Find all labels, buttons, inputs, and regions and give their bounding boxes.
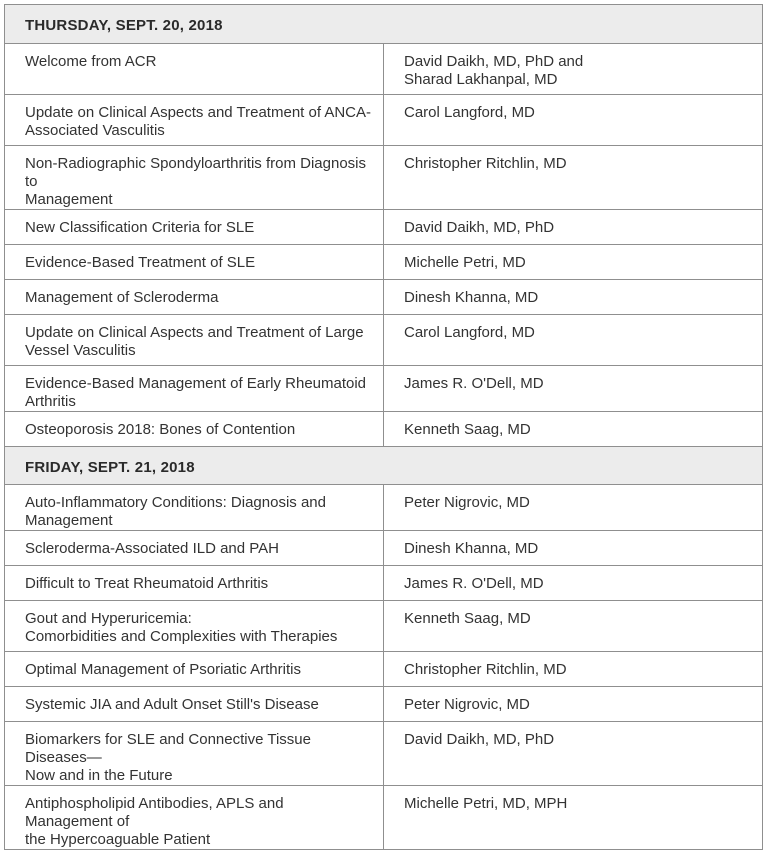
session-title bbox=[5, 366, 384, 412]
session-speaker-line: Sharad Lakhanpal, MD bbox=[404, 71, 558, 88]
session-title bbox=[5, 652, 384, 687]
day-heading: FRIDAY, SEPT. 21, 2018 bbox=[5, 447, 763, 485]
session-speaker-line: Carol Langford, MD bbox=[404, 104, 535, 121]
session-speaker-line: Michelle Petri, MD, MPH bbox=[404, 795, 568, 812]
session-title bbox=[5, 531, 384, 566]
session-speaker-line: Christopher Ritchlin, MD bbox=[404, 661, 567, 678]
session-title-line: Optimal Management of Psoriatic Arthritis bbox=[25, 661, 301, 678]
session-row bbox=[5, 210, 763, 245]
session-row bbox=[5, 601, 763, 652]
session-title bbox=[5, 210, 384, 245]
session-speaker-line: Peter Nigrovic, MD bbox=[404, 696, 530, 713]
session-title bbox=[5, 280, 384, 315]
session-title-line: Evidence-Based Treatment of SLE bbox=[25, 254, 256, 271]
session-title-line: Gout and Hyperuricemia: bbox=[25, 610, 192, 627]
session-title-line: Systemic JIA and Adult Onset Still's Disease bbox=[25, 696, 319, 713]
session-title-line: the Hypercoaguable Patient bbox=[25, 831, 211, 848]
session-speaker-line: Carol Langford, MD bbox=[404, 324, 535, 341]
session-speaker bbox=[384, 687, 763, 722]
session-row bbox=[5, 485, 763, 531]
session-title-line: Vessel Vasculitis bbox=[25, 342, 136, 359]
session-speaker-line: David Daikh, MD, PhD bbox=[404, 731, 555, 748]
session-title-line: Management bbox=[25, 191, 113, 208]
session-row bbox=[5, 786, 763, 850]
session-title-line: Update on Clinical Aspects and Treatment of ANCA- bbox=[25, 104, 372, 121]
session-speaker bbox=[384, 210, 763, 245]
session-speaker-line: Peter Nigrovic, MD bbox=[404, 494, 530, 511]
session-title-line: Update on Clinical Aspects and Treatment of Large bbox=[25, 324, 364, 341]
session-row bbox=[5, 146, 763, 210]
session-speaker-line: James R. O'Dell, MD bbox=[404, 375, 544, 392]
session-speaker-line: Dinesh Khanna, MD bbox=[404, 289, 539, 306]
session-speaker bbox=[384, 652, 763, 687]
session-title-line: New Classification Criteria for SLE bbox=[25, 219, 255, 236]
session-title bbox=[5, 245, 384, 280]
session-title bbox=[5, 786, 384, 850]
session-speaker-line: Kenneth Saag, MD bbox=[404, 610, 531, 627]
session-row bbox=[5, 44, 763, 95]
session-title-line: Non-Radiographic Spondyloarthritis from Diagnosis to bbox=[25, 155, 366, 190]
session-row bbox=[5, 366, 763, 412]
session-title bbox=[5, 315, 384, 366]
session-title-line: Now and in the Future bbox=[25, 767, 173, 784]
session-title-line: Scleroderma-Associated ILD and PAH bbox=[25, 540, 280, 557]
session-speaker bbox=[384, 146, 763, 210]
session-speaker bbox=[384, 566, 763, 601]
session-title bbox=[5, 566, 384, 601]
session-row bbox=[5, 95, 763, 146]
day-header-row bbox=[5, 5, 763, 44]
session-row bbox=[5, 412, 763, 447]
session-row bbox=[5, 245, 763, 280]
session-speaker-line: David Daikh, MD, PhD and bbox=[404, 53, 584, 70]
session-speaker-line: Dinesh Khanna, MD bbox=[404, 540, 539, 557]
session-title-line: Evidence-Based Management of Early Rheumatoid Arthritis bbox=[25, 375, 367, 410]
session-row bbox=[5, 531, 763, 566]
session-title-line: Management of Scleroderma bbox=[25, 289, 219, 306]
session-title-line: Comorbidities and Complexities with Therapies bbox=[25, 628, 338, 645]
session-speaker bbox=[384, 722, 763, 786]
session-speaker bbox=[384, 366, 763, 412]
session-speaker bbox=[384, 412, 763, 447]
session-speaker bbox=[384, 44, 763, 95]
session-row bbox=[5, 315, 763, 366]
session-row bbox=[5, 280, 763, 315]
session-row bbox=[5, 652, 763, 687]
session-title-line: Difficult to Treat Rheumatoid Arthritis bbox=[25, 575, 269, 592]
session-title bbox=[5, 601, 384, 652]
session-title bbox=[5, 146, 384, 210]
schedule-table bbox=[4, 4, 763, 850]
session-speaker bbox=[384, 485, 763, 531]
session-title bbox=[5, 485, 384, 531]
session-row bbox=[5, 566, 763, 601]
session-speaker bbox=[384, 786, 763, 850]
session-speaker bbox=[384, 280, 763, 315]
session-row bbox=[5, 722, 763, 786]
session-speaker-line: Michelle Petri, MD bbox=[404, 254, 526, 271]
session-speaker bbox=[384, 531, 763, 566]
session-row bbox=[5, 687, 763, 722]
session-title-line: Associated Vasculitis bbox=[25, 122, 165, 139]
session-title-line: Welcome from ACR bbox=[25, 53, 157, 70]
session-speaker bbox=[384, 95, 763, 146]
session-title bbox=[5, 687, 384, 722]
day-header-row bbox=[5, 447, 763, 485]
session-title bbox=[5, 95, 384, 146]
session-title-line: Biomarkers for SLE and Connective Tissue Diseases— bbox=[25, 731, 311, 766]
session-title bbox=[5, 412, 384, 447]
session-speaker-line: David Daikh, MD, PhD bbox=[404, 219, 555, 236]
session-speaker bbox=[384, 245, 763, 280]
session-title bbox=[5, 722, 384, 786]
session-title-line: Antiphospholipid Antibodies, APLS and Management of bbox=[25, 795, 284, 830]
session-speaker-line: Kenneth Saag, MD bbox=[404, 421, 531, 438]
session-title bbox=[5, 44, 384, 95]
session-speaker-line: Christopher Ritchlin, MD bbox=[404, 155, 567, 172]
session-title-line: Osteoporosis 2018: Bones of Contention bbox=[25, 421, 296, 438]
session-title-line: Auto-Inflammatory Conditions: Diagnosis and Management bbox=[25, 494, 326, 529]
day-heading: THURSDAY, SEPT. 20, 2018 bbox=[5, 5, 763, 44]
session-speaker bbox=[384, 601, 763, 652]
session-speaker-line: James R. O'Dell, MD bbox=[404, 575, 544, 592]
session-speaker bbox=[384, 315, 763, 366]
